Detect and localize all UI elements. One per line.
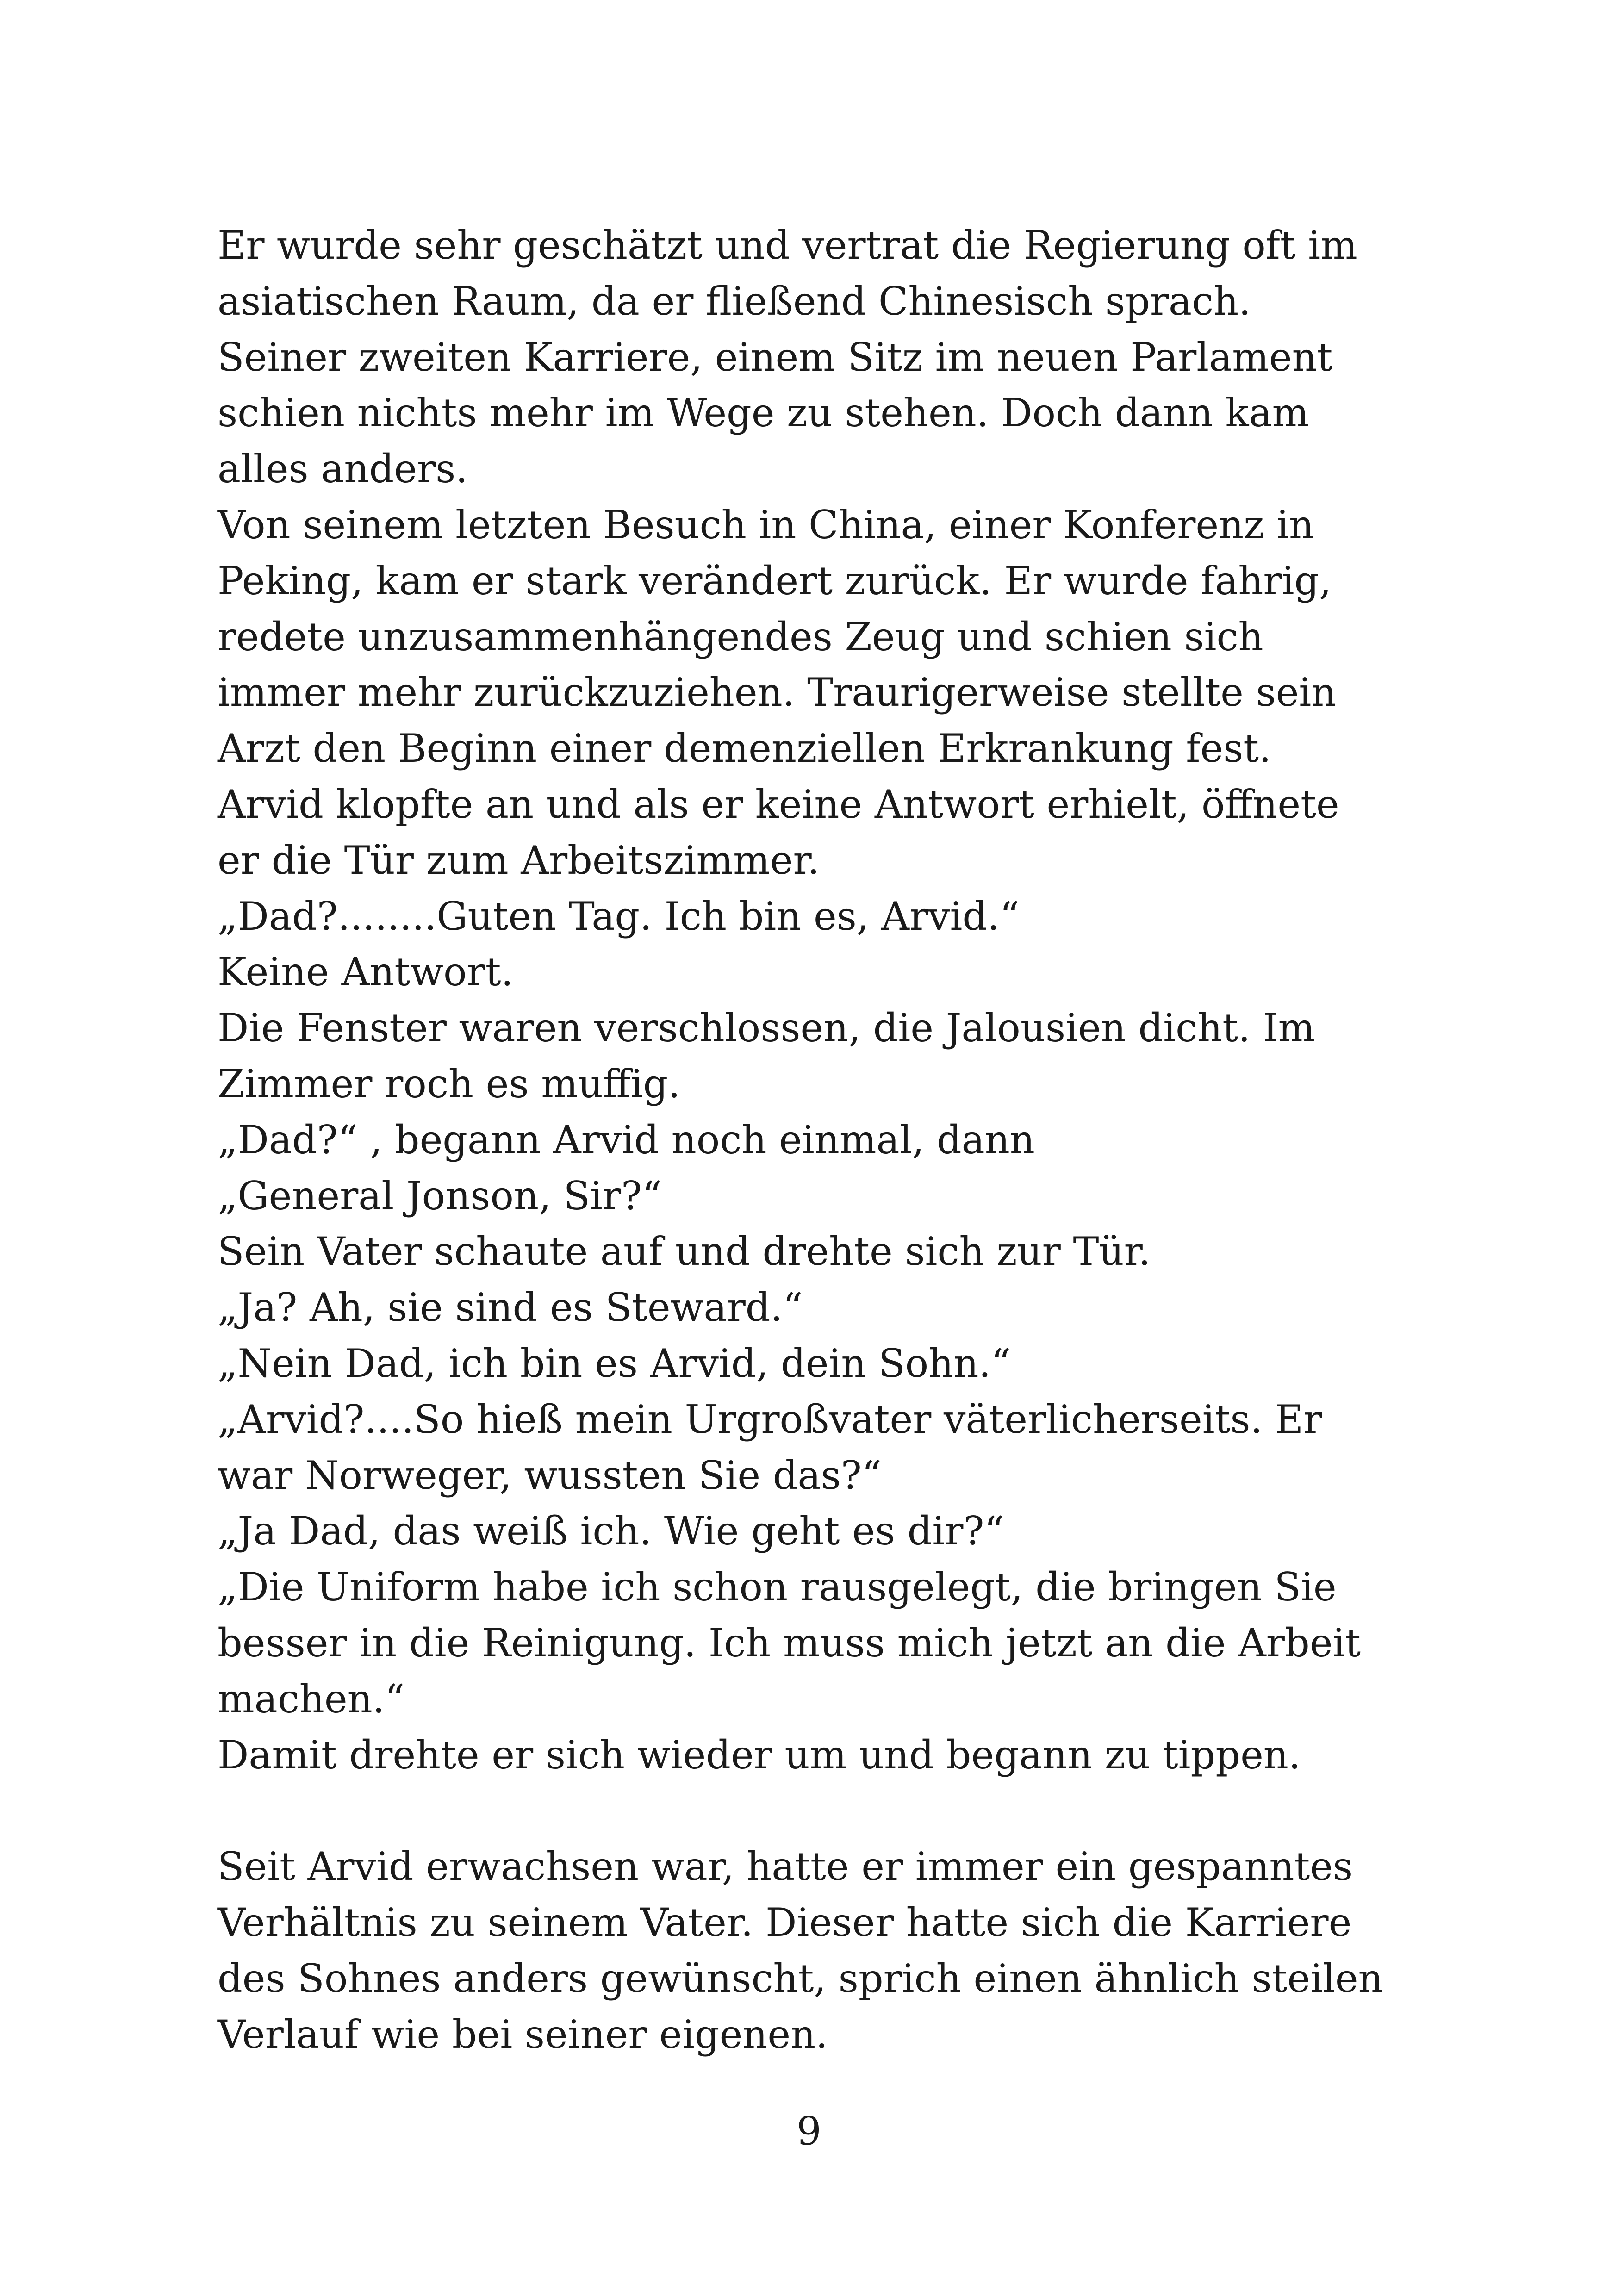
text-line: Seit Arvid erwachsen war, hatte er immer ein gespanntes [218, 1844, 1353, 1890]
text-line: Arzt den Beginn einer demenziellen Erkrankung fest. [218, 726, 1271, 772]
text-line: Sein Vater schaute auf und drehte sich zur Tür. [218, 1229, 1151, 1275]
text-line: immer mehr zurückzuziehen. Traurigerweise stellte sein [218, 670, 1337, 716]
body-text [218, 218, 1421, 2062]
text-line: schien nichts mehr im Wege zu stehen. Doch dann kam [218, 390, 1309, 436]
text-line: machen.“ [218, 1676, 405, 1722]
text-line: Er wurde sehr geschätzt und vertrat die Regierung oft im [218, 223, 1357, 268]
text-line: asiatischen Raum, da er fließend Chinesisch sprach. [218, 278, 1251, 324]
text-line: Keine Antwort. [218, 949, 514, 995]
paragraph-gap [218, 1783, 1421, 1839]
text-line: des Sohnes anders gewünscht, sprich einen ähnlich steilen [218, 1955, 1383, 2001]
text-line: „Die Uniform habe ich schon rausgelegt, die bringen Sie [218, 1564, 1337, 1610]
text-line: Arvid klopfte an und als er keine Antwort erhielt, öffnete [218, 781, 1339, 827]
text-line: „Dad?........Guten Tag. Ich bin es, Arvid.“ [218, 893, 1020, 939]
text-line: Verlauf wie bei seiner eigenen. [218, 2011, 828, 2057]
text-line: Von seinem letzten Besuch in China, einer Konferenz in [218, 502, 1314, 548]
text-line: besser in die Reinigung. Ich muss mich jetzt an die Arbeit [218, 1620, 1361, 1666]
text-line: er die Tür zum Arbeitszimmer. [218, 837, 820, 883]
text-line: „Nein Dad, ich bin es Arvid, dein Sohn.“ [218, 1340, 1011, 1386]
text-line: Damit drehte er sich wieder um und begann zu tippen. [218, 1732, 1301, 1778]
page-number: 9 [797, 2109, 821, 2154]
text-line: Die Fenster waren verschlossen, die Jalousien dicht. Im [218, 1005, 1315, 1051]
text-line: Peking, kam er stark verändert zurück. Er wurde fahrig, [218, 558, 1332, 604]
text-line: Seiner zweiten Karriere, einem Sitz im neuen Parlament [218, 334, 1333, 380]
text-line: war Norweger, wussten Sie das?“ [218, 1452, 882, 1498]
text-line: „Ja? Ah, sie sind es Steward.“ [218, 1285, 803, 1331]
text-line: alles anders. [218, 446, 468, 492]
text-line: „Ja Dad, das weiß ich. Wie geht es dir?“ [218, 1508, 1004, 1554]
text-line: redete unzusammenhängendes Zeug und schien sich [218, 614, 1263, 660]
text-line: „Dad?“ , begann Arvid noch einmal, dann [218, 1117, 1035, 1163]
text-line: Zimmer roch es muffig. [218, 1061, 680, 1107]
text-line: „General Jonson, Sir?“ [218, 1173, 662, 1219]
text-line: Verhältnis zu seinem Vater. Dieser hatte sich die Karriere [218, 1899, 1352, 1945]
text-line: „Arvid?....So hieß mein Urgroßvater väterlicherseits. Er [218, 1396, 1322, 1442]
